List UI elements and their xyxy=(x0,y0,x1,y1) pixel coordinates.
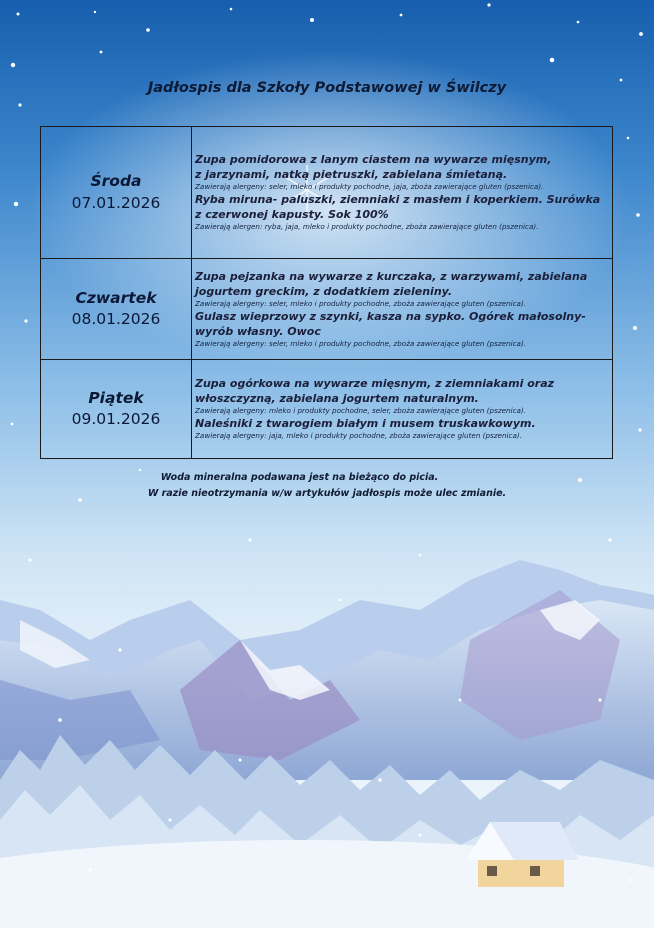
menu-table xyxy=(40,126,613,459)
dish-text: Zupa pejzanka na wywarze z kurczaka, z warzywami, zabielana jogurtem greckim, z dodatkiem zieleniny. xyxy=(195,269,588,298)
day-name: Środa xyxy=(90,172,142,191)
allergen-text: Zawierają alergen: ryba, jaja, mleko i produkty pochodne, zboża zawierające gluten (pszenica). xyxy=(195,222,539,232)
day-cell xyxy=(41,127,192,259)
table-row xyxy=(41,127,613,259)
dish-text: Ryba miruna- paluszki, ziemniaki z masłem i koperkiem. Surówka z czerwonej kapusty. Sok 100% xyxy=(195,193,601,222)
day-date: 07.01.2026 xyxy=(71,193,161,212)
day-name: Piątek xyxy=(88,388,144,407)
dish-text: Naleśniki z twarogiem białym i musem truskawkowym. xyxy=(195,417,536,431)
day-cell xyxy=(41,360,192,459)
allergen-text: Zawierają alergeny: jaja, mleko i produkty pochodne, zboża zawierające gluten (pszenica). xyxy=(195,431,522,441)
water-note: Woda mineralna podawana jest na bieżąco do picia. xyxy=(160,472,439,483)
allergen-text: Zawierają alergeny: seler, mleko i produkty pochodne, zboża zawierające gluten (pszenica). xyxy=(195,338,527,348)
change-note: W razie nieotrzymania w/w artykułów jadłospis może ulec zmianie. xyxy=(147,488,507,500)
meals-cell xyxy=(192,127,613,259)
dish-text: Zupa pomidorowa z lanym ciastem na wywarze mięsnym, z jarzynami, natką pietruszki, zabielana śmietaną. xyxy=(195,153,552,182)
meals-cell xyxy=(192,259,613,360)
meals-cell xyxy=(192,360,613,459)
day-date: 08.01.2026 xyxy=(71,310,161,328)
allergen-text: Zawierają alergeny: mleko i produkty pochodne, seler, zboża zawierające gluten (pszenica). xyxy=(195,406,527,416)
allergen-text: Zawierają alergeny: seler, mleko i produkty pochodne, zboża zawierające gluten (pszenica). xyxy=(195,298,527,308)
page-title: Jadłospis dla Szkoły Podstawowej w Świlczy xyxy=(147,80,507,96)
table-row xyxy=(41,360,613,459)
footer-notes xyxy=(0,470,654,502)
day-cell xyxy=(41,259,192,360)
day-date: 09.01.2026 xyxy=(71,410,161,428)
dish-text: Zupa ogórkowa na wywarze mięsnym, z ziemniakami oraz włoszczyzną, zabielana jogurtem naturalnym. xyxy=(195,377,555,406)
table-row xyxy=(41,259,613,360)
allergen-text: Zawierają alergeny: seler, mleko i produkty pochodne, jaja, zboża zawierające gluten (pszenica). xyxy=(195,182,544,192)
dish-text: Gulasz wieprzowy z szynki, kasza na sypko. Ogórek małosolny- wyrób własny. Owoc xyxy=(195,309,586,338)
day-name: Czwartek xyxy=(75,288,157,307)
